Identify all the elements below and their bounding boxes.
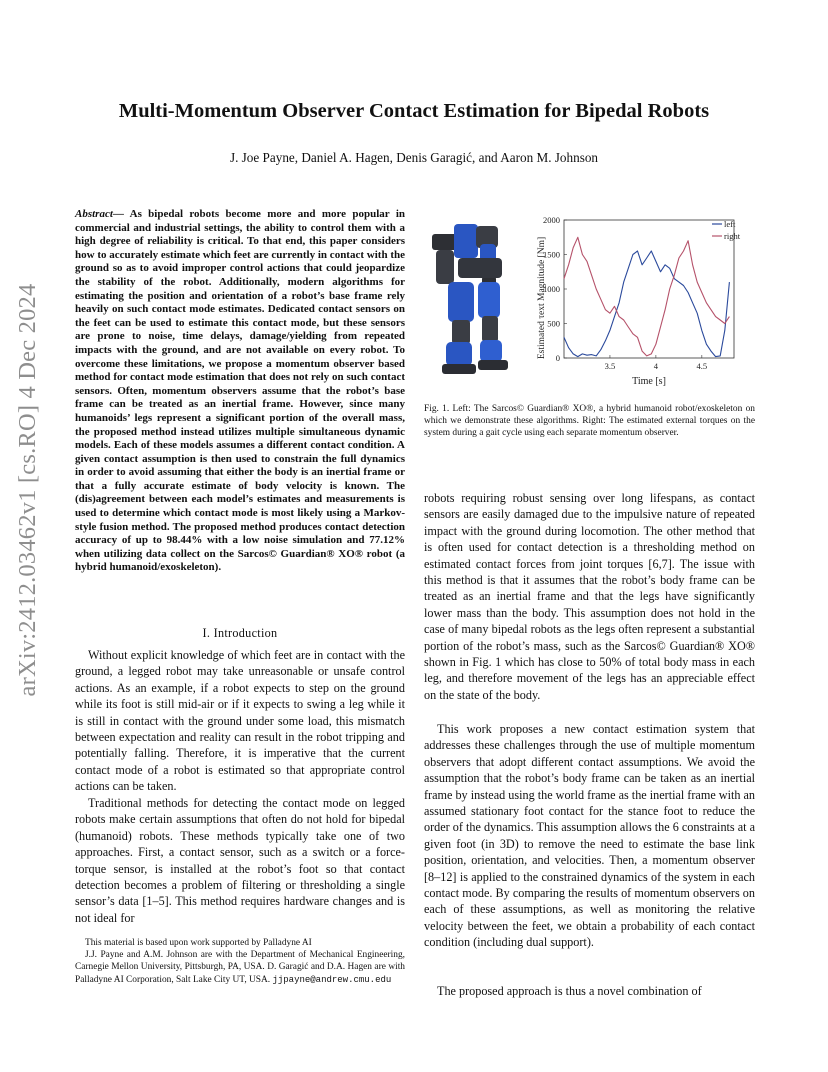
footnote-affiliation bbox=[75, 949, 405, 986]
x-tick-label: 3.5 bbox=[604, 361, 616, 371]
footnote-funding: This material is based upon work supported by Palladyne AI bbox=[85, 938, 312, 948]
legend-label-left: left bbox=[724, 219, 736, 229]
intro-paragraph-2-text: Traditional methods for detecting the contact mode on legged robots make certain assumptions that often do not hold for bipedal (humanoid) robots. These methods typically take one of two approaches. First, a contact sensor, such as a switch or a force-torque sensor, is installed at the robot’s foot so that contact detection becomes a problem of filtering or thresholding a single sensor’s data [1–5]. This method requires hardware changes and is not ideal for bbox=[75, 796, 405, 925]
intro-paragraph-2 bbox=[75, 795, 405, 926]
footnote-email[interactable]: jjpayne@andrew.cmu.edu bbox=[272, 974, 392, 985]
intro-paragraph-1 bbox=[75, 647, 405, 795]
section-heading: I. Introduction bbox=[202, 626, 278, 640]
right-paragraph-1-text: robots requiring robust sensing over long lifespans, as contact sensors are easily damaged due to the impulsive nature of repeated impact with the ground during locomotion. The other method that is often used for contact detection is a thresholding method on estimated contact forces from joint torques [6,7]. The issue with this method is that it assumes that the robot’s body frame can be treated as an inertial frame and that the legs have significantly lower mass than the body. This assumption does not hold in the case of many bipedal robots as the legs often represent a substantial portion of the robot’s mass, such as the Sarcos© Guardian® XO® shown in Fig. 1 which has close to 50% of total body mass in each leg, and therefore movement of the legs has an appreciable effect on the state of the body. bbox=[424, 491, 755, 702]
footnotes bbox=[75, 937, 405, 986]
figure-caption: Fig. 1. Left: The Sarcos© Guardian® XO®, a hybrid humanoid robot/exoskeleton on which we demonstrate these algorithms. Right: The estimated external torques on the system during a gait cycle using each separate momentum observer. bbox=[424, 404, 755, 439]
chart-lines bbox=[564, 237, 729, 356]
plot-frame bbox=[564, 220, 734, 358]
legend-label-right: right bbox=[724, 231, 741, 241]
x-tick-label: 4 bbox=[653, 361, 659, 371]
intro-paragraph-1-text: Without explicit knowledge of which feet are in contact with the ground, a legged robot may take unreasonable or unsafe control actions. As an example, if a robot expects to step on the ground while its foot is still mid-air or if it expects to swing a leg while it is still in contact with the ground under some load, this mismatch between expectation and reality can result in the robot tripping and potentially falling. Therefore, it is imperative that the current contact mode of a robot is estimated so that appropriate control actions can be taken. bbox=[75, 648, 405, 794]
right-paragraph-3 bbox=[424, 983, 755, 999]
x-tick-label: 4.5 bbox=[696, 361, 708, 371]
y-tick-label: 1500 bbox=[543, 249, 560, 260]
y-tick-label: 1000 bbox=[543, 284, 560, 294]
y-tick-label: 0 bbox=[555, 353, 560, 363]
right-paragraph-2-text: This work proposes a new contact estimation system that addresses these challenges through the use of multiple momentum observers that adopt different contact assumptions. We avoid the assumption that the robot’s body frame can be taken as an inertial frame by instead using the world frame as the inertial frame with an assumed stationary foot contact for the stance foot to reduce the order of the dynamics. This assumption allows the 6 constraints at a given foot (in 3D) to remove the need to estimate the base link position, orientation, and velocities. Then, a momentum observer [8–12] is applied to the constrained dynamics of the system in each contact mode. By comparing the results of momentum observers on each of these assumptions, as well as monitoring the relative velocity between the feet, we obtain a probability of each contact condition (including dual support). bbox=[424, 722, 755, 950]
author-list: J. Joe Payne, Daniel A. Hagen, Denis Garagić, and Aaron M. Johnson bbox=[229, 150, 599, 165]
x-axis-label: Time [s] bbox=[632, 376, 666, 387]
right-paragraph-1 bbox=[424, 490, 755, 703]
figure-1 bbox=[418, 204, 758, 390]
right-paragraph-3-text: The proposed approach is thus a novel combination of bbox=[437, 984, 702, 998]
right-paragraph-2 bbox=[424, 721, 755, 951]
robot-illustration bbox=[432, 224, 508, 374]
abstract-text: — As bipedal robots become more and more popular in commercial and industrial settings, the ability to control them with a high degree of reliability is critical. To that end, this paper considers how to accurately estimate which feet are currently in contact with the ground so as to avoid improper control actions that could jeopardize the stability of the robot. Additionally, modern algorithms for estimating the position and orientation of a robot’s base frame rely heavily on such contact mode estimates. Dedicated contact sensors on the feet can be used to estimate this contact mode, but these sensors are prone to noise, time delays, damage/yielding from repeated impacts with the ground, and are not available on every robot. To overcome these limitations, we propose a momentum observer based method for contact mode estimation that does not rely on such contact sensors. Often, momentum observers assume that the robot’s base frame can be treated as an inertial frame. However, since many humanoids’ legs represent a significant portion of the overall mass, the proposed method instead utilizes multiple simultaneous dynamic models. Each of these models assumes a different contact condition. A given contact assumption is then used to constrain the full dynamics in order to avoid assuming that either the body is an inertial frame or that a fully accurate estimate of body velocity is known. The (dis)agreement between each model’s estimates and measurements is used to determine which contact mode is most likely using a Markov-style fusion method. The proposed method produces contact detection accuracy of up to 98.44% with a low noise simulation and 77.12% when utilizing data collect on the Sarcos© Guardian® XO® robot (a hybrid humanoid/exoskeleton). bbox=[75, 208, 405, 574]
figure-1-svg bbox=[418, 204, 758, 390]
y-tick-label: 500 bbox=[547, 318, 560, 329]
chart-legend bbox=[712, 219, 741, 241]
paper-title: Multi-Momentum Observer Contact Estimation for Bipedal Robots bbox=[118, 100, 710, 122]
arxiv-side-label: arXiv:2412.03462v1 [cs.RO] 4 Dec 2024 bbox=[14, 283, 41, 697]
chart-ticks bbox=[543, 215, 707, 371]
y-axis-label: Estimated τext Magnitude [Nm] bbox=[537, 236, 547, 360]
y-tick-label: 2000 bbox=[543, 215, 560, 225]
abstract-lead: Abstract bbox=[75, 208, 113, 220]
footnote-affiliation-text: J.J. Payne and A.M. Johnson are with the Department of Mechanical Engineering, Carnegie Mellon University, Pittsburgh, PA, USA. D. Garagić and D.A. Hagen are with Palladyne AI Corporation, Salt Lake City UT, USA. bbox=[75, 950, 405, 985]
abstract bbox=[75, 208, 405, 575]
